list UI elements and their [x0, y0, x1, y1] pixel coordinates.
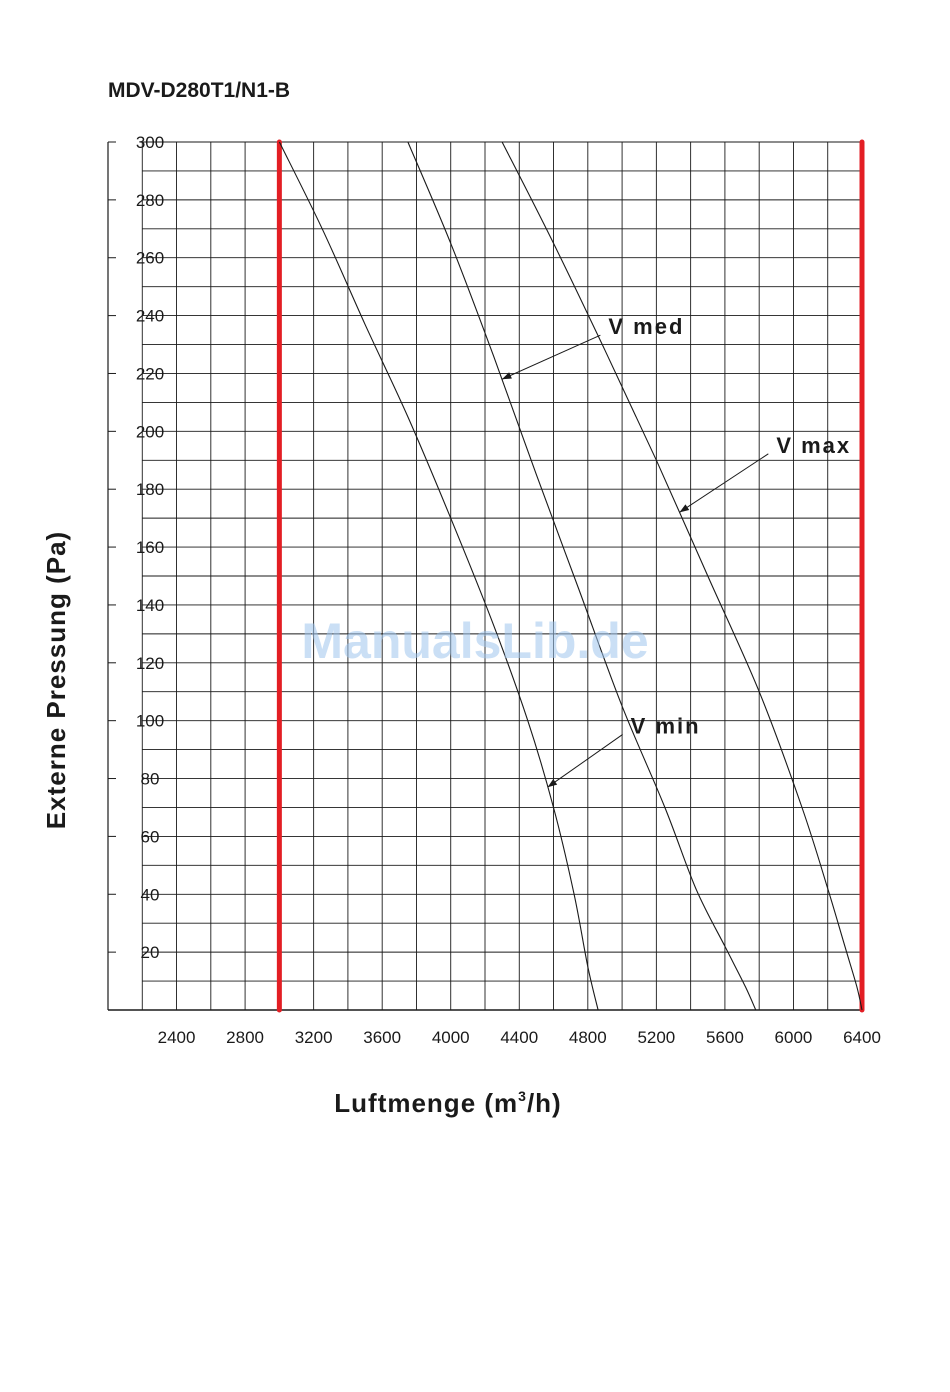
- grid: [142, 142, 862, 1010]
- x-tick-label: 4800: [568, 1028, 607, 1047]
- leader-line-v-med: [502, 335, 600, 379]
- x-axis-title-superscript: 3: [518, 1088, 527, 1104]
- y-tick-label: 40: [140, 885, 160, 905]
- y-tick-label: 280: [135, 190, 165, 210]
- x-tick-label: 4000: [431, 1028, 470, 1047]
- x-tick-label: 4400: [500, 1028, 539, 1047]
- y-tick-label: 180: [135, 480, 165, 500]
- y-tick-label: 100: [135, 711, 165, 731]
- x-axis-title-main: Luftmenge (m: [334, 1088, 519, 1118]
- x-tick-label: 6000: [774, 1028, 813, 1047]
- y-tick-label: 80: [140, 769, 160, 789]
- y-tick-label: 20: [140, 943, 160, 963]
- y-tick-label: 220: [135, 364, 165, 384]
- x-tick-label: 5200: [637, 1028, 676, 1047]
- y-tick-label: 60: [140, 827, 160, 847]
- arrowhead-v-min: [548, 779, 558, 787]
- x-tick-label: 2800: [226, 1028, 265, 1047]
- y-tick-label: 120: [135, 653, 165, 673]
- watermark-text: ManualsLib.de: [301, 613, 649, 669]
- curve-label-v-med: V med: [608, 314, 685, 340]
- curve-label-v-max: V max: [776, 432, 852, 458]
- y-tick-label: 140: [135, 595, 165, 615]
- x-axis-title-tail: /h): [526, 1088, 562, 1118]
- x-tick-label: 5600: [705, 1028, 744, 1047]
- y-tick-label: 200: [135, 422, 165, 442]
- arrowhead-v-max: [679, 504, 689, 512]
- y-axis-title: Externe Pressung (Pa): [41, 530, 71, 830]
- x-tick-labels: [158, 1028, 881, 1047]
- x-tick-label: 2400: [157, 1028, 196, 1047]
- y-tick-label: 240: [135, 306, 165, 326]
- leader-line-v-min: [548, 734, 623, 787]
- curve-label-v-min: V min: [630, 713, 701, 739]
- y-tick-label: 160: [135, 538, 165, 558]
- y-tick-labels: [136, 133, 164, 962]
- y-tick-label: 260: [135, 248, 165, 268]
- x-axis-title: [334, 1088, 561, 1118]
- x-tick-label: 3200: [294, 1028, 333, 1047]
- leader-line-v-max: [679, 454, 768, 513]
- y-tick-label: 300: [135, 133, 165, 152]
- curve-annotations: [502, 314, 851, 787]
- x-tick-label: 3600: [363, 1028, 402, 1047]
- x-tick-label: 6400: [843, 1028, 881, 1047]
- model-title: MDV-D280T1/N1-B: [108, 79, 291, 102]
